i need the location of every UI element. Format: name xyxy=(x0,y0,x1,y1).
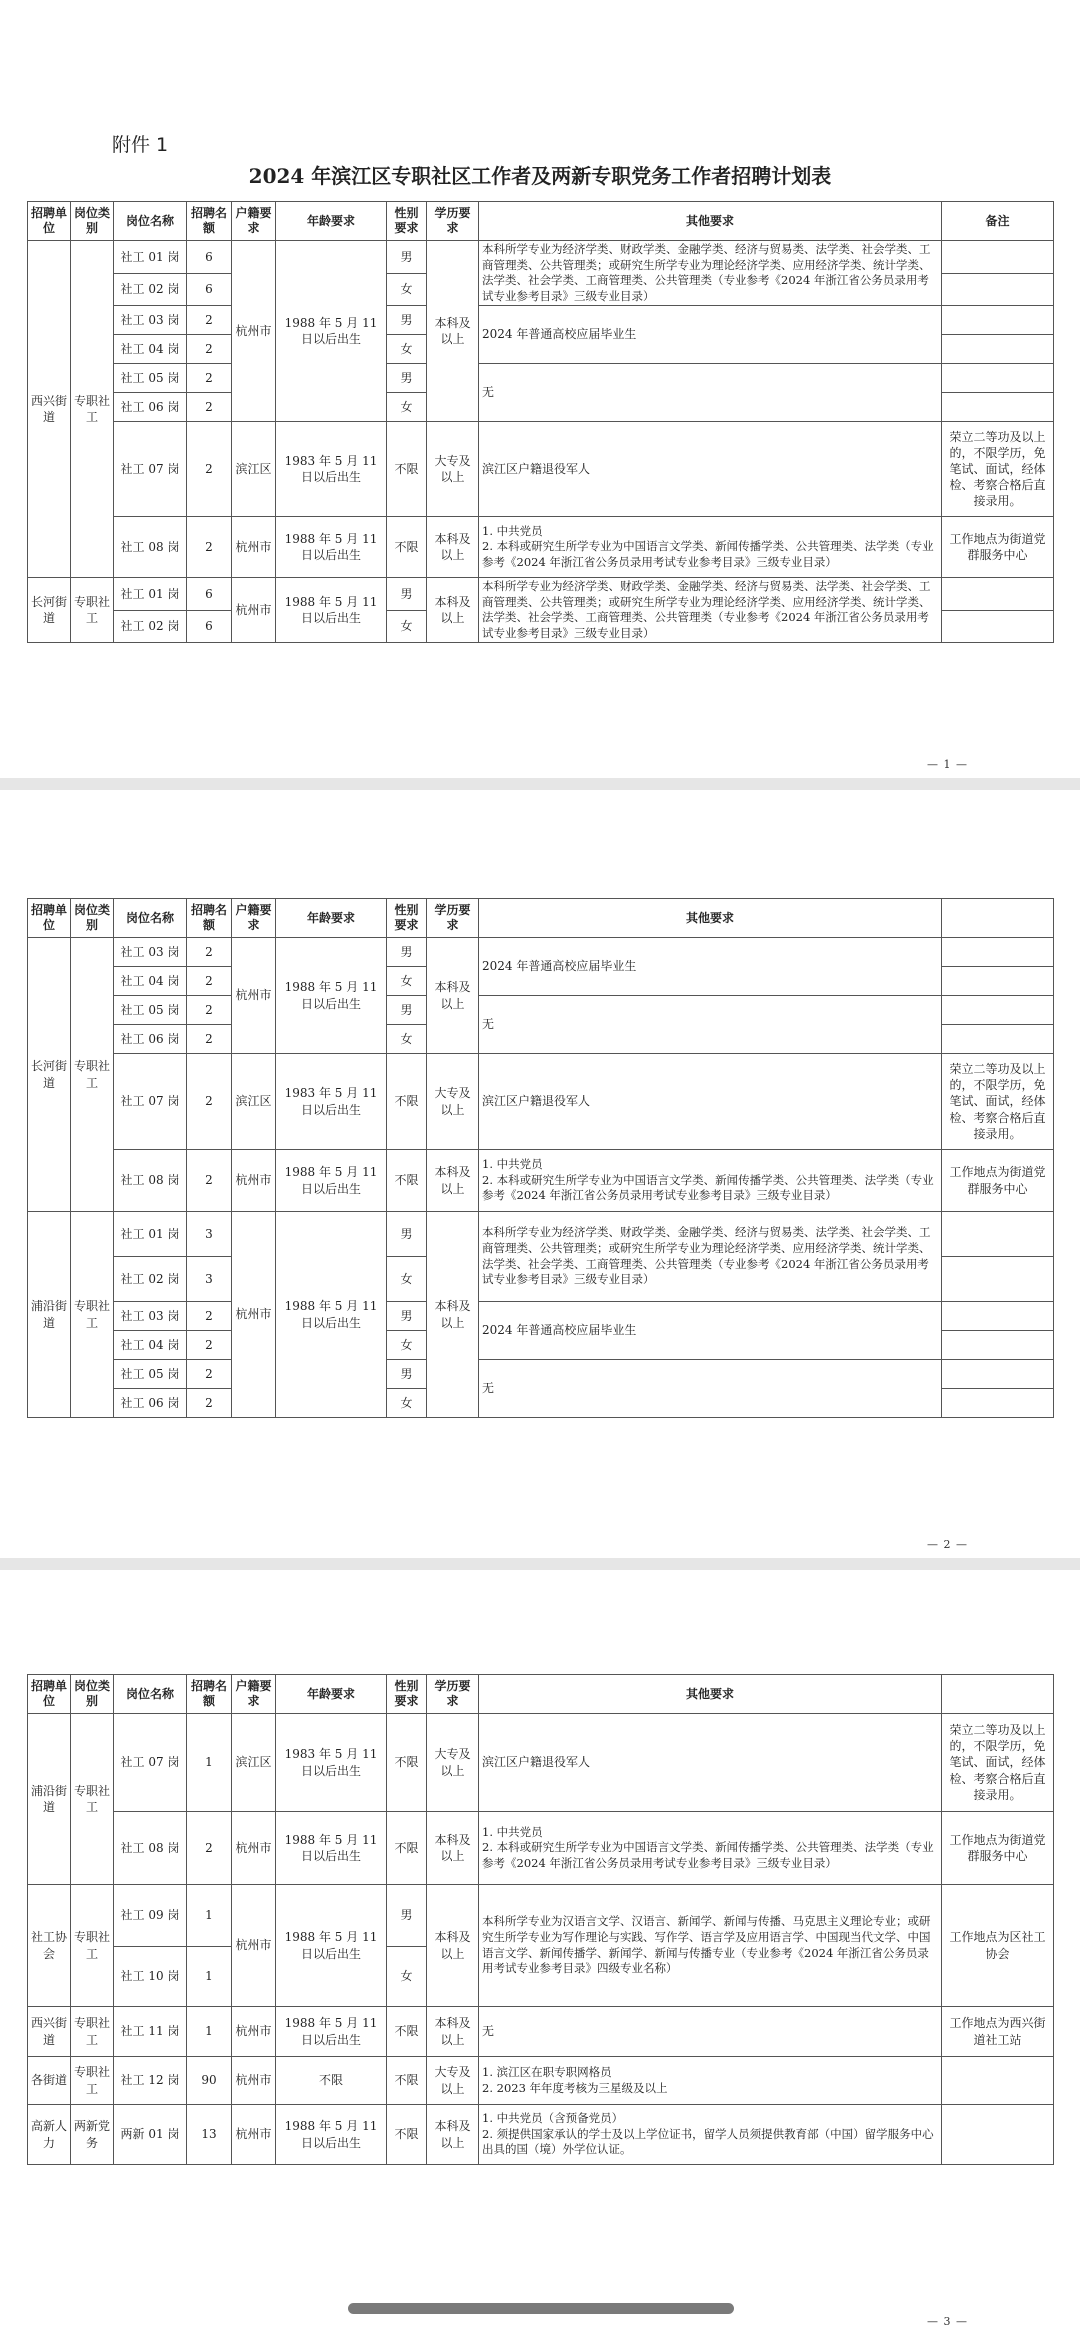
header-gender: 性别要求 xyxy=(387,1675,427,1714)
header-age: 年龄要求 xyxy=(276,899,387,938)
education-cell: 本科及以上 xyxy=(427,1150,479,1212)
requirement-cell: 本科所学专业为汉语言文学、汉语言、新闻学、新闻与传播、马克思主义理论专业；或研究生所学专业为写作理论与实践、写作学、语言学及应用语言学、中国现当代文学、中国语言文学、新闻传播学、新闻学、新闻与传播专业（专业参考《2024 年浙江省公务员录用考试专业参考目录》四级专业名称） xyxy=(479,1885,942,2007)
header-education: 学历要求 xyxy=(427,1675,479,1714)
post-cell: 社工 03 岗 xyxy=(114,306,187,335)
gender-cell: 女 xyxy=(387,1257,427,1302)
table-header-row xyxy=(28,1675,1054,1714)
requirement-cell: 无 xyxy=(479,996,942,1054)
requirement-cell: 2024 年普通高校应届毕业生 xyxy=(479,1302,942,1360)
document-title: 2024 年滨江区专职社区工作者及两新专职党务工作者招聘计划表 xyxy=(248,164,832,188)
hukou-cell: 杭州市 xyxy=(232,241,276,422)
table-row xyxy=(28,1812,1054,1885)
education-cell: 本科及以上 xyxy=(427,1885,479,2007)
hukou-cell: 杭州市 xyxy=(232,1885,276,2007)
header-quota: 招聘名额 xyxy=(187,899,232,938)
table-row xyxy=(28,2007,1054,2057)
education-cell: 本科及以上 xyxy=(427,2007,479,2057)
table-row xyxy=(28,578,1054,611)
age-cell: 1988 年 5 月 11 日以后出生 xyxy=(276,2007,387,2057)
page-number: — 2 — xyxy=(927,1538,968,1551)
recruitment-table-page-2 xyxy=(27,898,1054,1418)
requirement-cell: 无 xyxy=(479,1360,942,1418)
gender-cell: 不限 xyxy=(387,1054,427,1150)
quota-cell: 2 xyxy=(187,1389,232,1418)
hukou-cell: 滨江区 xyxy=(232,1714,276,1812)
table-row xyxy=(28,1360,1054,1389)
post-cell: 社工 09 岗 xyxy=(114,1885,187,1947)
gender-cell: 男 xyxy=(387,938,427,967)
gender-cell: 女 xyxy=(387,610,427,643)
quota-cell: 6 xyxy=(187,610,232,643)
hukou-cell: 杭州市 xyxy=(232,517,276,578)
gender-cell: 不限 xyxy=(387,2057,427,2105)
header-unit: 招聘单位 xyxy=(28,899,71,938)
note-cell xyxy=(942,1331,1054,1360)
post-cell: 社工 05 岗 xyxy=(114,364,187,393)
requirement-cell: 无 xyxy=(479,364,942,422)
unit-cell: 高新人力 xyxy=(28,2105,71,2165)
table-row xyxy=(28,306,1054,335)
age-cell: 1988 年 5 月 11 日以后出生 xyxy=(276,1885,387,2007)
age-cell: 1988 年 5 月 11 日以后出生 xyxy=(276,578,387,643)
category-cell: 专职社工 xyxy=(71,578,114,643)
note-cell xyxy=(942,1257,1054,1302)
post-cell: 社工 06 岗 xyxy=(114,1025,187,1054)
gender-cell: 男 xyxy=(387,1302,427,1331)
table-header-row xyxy=(28,202,1054,241)
gender-cell: 男 xyxy=(387,578,427,611)
age-cell: 1988 年 5 月 11 日以后出生 xyxy=(276,241,387,422)
quota-cell: 1 xyxy=(187,1714,232,1812)
table-row xyxy=(28,364,1054,393)
note-cell xyxy=(942,1389,1054,1418)
post-cell: 社工 08 岗 xyxy=(114,517,187,578)
quota-cell: 2 xyxy=(187,306,232,335)
hukou-cell: 杭州市 xyxy=(232,1812,276,1885)
gender-cell: 男 xyxy=(387,241,427,274)
header-other: 其他要求 xyxy=(479,202,942,241)
gender-cell: 不限 xyxy=(387,422,427,517)
age-cell: 1988 年 5 月 11 日以后出生 xyxy=(276,2105,387,2165)
quota-cell: 6 xyxy=(187,241,232,274)
category-cell: 专职社工 xyxy=(71,1714,114,1885)
note-cell xyxy=(942,393,1054,422)
unit-cell: 长河街道 xyxy=(28,938,71,1212)
post-cell: 社工 10 岗 xyxy=(114,1947,187,2007)
post-cell: 社工 11 岗 xyxy=(114,2007,187,2057)
note-cell xyxy=(942,967,1054,996)
header-other: 其他要求 xyxy=(479,1675,942,1714)
category-cell: 专职社工 xyxy=(71,938,114,1212)
requirement-cell: 1. 中共党员 2. 本科或研究生所学专业为中国语言文学类、新闻传播学类、公共管理类、法学类（专业参考《2024 年浙江省公务员录用考试专业参考目录》三级专业目录） xyxy=(479,517,942,578)
post-cell: 社工 12 岗 xyxy=(114,2057,187,2105)
age-cell: 不限 xyxy=(276,2057,387,2105)
gender-cell: 男 xyxy=(387,1360,427,1389)
post-cell: 社工 07 岗 xyxy=(114,1054,187,1150)
note-cell xyxy=(942,306,1054,335)
note-cell: 荣立二等功及以上的，不限学历，免笔试、面试，经体检、考察合格后直接录用。 xyxy=(942,422,1054,517)
quota-cell: 2 xyxy=(187,1150,232,1212)
header-other: 其他要求 xyxy=(479,899,942,938)
header-education: 学历要求 xyxy=(427,202,479,241)
note-cell xyxy=(942,364,1054,393)
category-cell: 专职社工 xyxy=(71,241,114,578)
category-cell: 两新党务 xyxy=(71,2105,114,2165)
hukou-cell: 滨江区 xyxy=(232,422,276,517)
post-cell: 社工 04 岗 xyxy=(114,335,187,364)
note-cell xyxy=(942,996,1054,1025)
header-hukou: 户籍要求 xyxy=(232,1675,276,1714)
quota-cell: 2 xyxy=(187,1812,232,1885)
gender-cell: 女 xyxy=(387,1947,427,2007)
post-cell: 社工 05 岗 xyxy=(114,1360,187,1389)
age-cell: 1988 年 5 月 11 日以后出生 xyxy=(276,938,387,1054)
requirement-cell: 2024 年普通高校应届毕业生 xyxy=(479,938,942,996)
table-row xyxy=(28,1054,1054,1150)
page-number: — 3 — xyxy=(927,2315,968,2328)
requirement-cell: 本科所学专业为经济学类、财政学类、金融学类、经济与贸易类、法学类、社会学类、工商管理类、公共管理类；或研究生所学专业为理论经济学类、应用经济学类、统计学类、法学类、社会学类、工商管理类、公共管理类（专业参考《2024 年浙江省公务员录用考试专业参考目录》三级专业目录） xyxy=(479,1212,942,1302)
header-age: 年龄要求 xyxy=(276,202,387,241)
education-cell: 本科及以上 xyxy=(427,517,479,578)
unit-cell: 西兴街道 xyxy=(28,2007,71,2057)
age-cell: 1988 年 5 月 11 日以后出生 xyxy=(276,1812,387,1885)
table-row xyxy=(28,241,1054,274)
requirement-cell: 1. 中共党员 2. 本科或研究生所学专业为中国语言文学类、新闻传播学类、公共管理类、法学类（专业参考《2024 年浙江省公务员录用考试专业参考目录》三级专业目录） xyxy=(479,1150,942,1212)
age-cell: 1988 年 5 月 11 日以后出生 xyxy=(276,1212,387,1418)
quota-cell: 90 xyxy=(187,2057,232,2105)
table-row xyxy=(28,422,1054,517)
post-cell: 社工 03 岗 xyxy=(114,938,187,967)
recruitment-table-page-1 xyxy=(27,201,1054,643)
gender-cell: 男 xyxy=(387,1212,427,1257)
table-row xyxy=(28,1714,1054,1812)
gender-cell: 女 xyxy=(387,1331,427,1360)
quota-cell: 2 xyxy=(187,996,232,1025)
hukou-cell: 杭州市 xyxy=(232,1212,276,1418)
header-hukou: 户籍要求 xyxy=(232,202,276,241)
header-category: 岗位类别 xyxy=(71,1675,114,1714)
quota-cell: 1 xyxy=(187,2007,232,2057)
note-cell xyxy=(942,1360,1054,1389)
quota-cell: 2 xyxy=(187,517,232,578)
table-row xyxy=(28,996,1054,1025)
note-cell xyxy=(942,2057,1054,2105)
hukou-cell: 杭州市 xyxy=(232,578,276,643)
gender-cell: 男 xyxy=(387,306,427,335)
table-row xyxy=(28,1302,1054,1331)
post-cell: 社工 05 岗 xyxy=(114,996,187,1025)
note-cell xyxy=(942,241,1054,274)
post-cell: 社工 02 岗 xyxy=(114,610,187,643)
post-cell: 社工 01 岗 xyxy=(114,241,187,274)
quota-cell: 2 xyxy=(187,1054,232,1150)
note-cell: 工作地点为区社工协会 xyxy=(942,1885,1054,2007)
post-cell: 社工 08 岗 xyxy=(114,1150,187,1212)
header-gender: 性别要求 xyxy=(387,202,427,241)
education-cell: 大专及以上 xyxy=(427,422,479,517)
post-cell: 社工 02 岗 xyxy=(114,274,187,306)
hukou-cell: 杭州市 xyxy=(232,2007,276,2057)
note-cell xyxy=(942,274,1054,306)
education-cell: 本科及以上 xyxy=(427,1812,479,1885)
quota-cell: 2 xyxy=(187,364,232,393)
table-row xyxy=(28,1150,1054,1212)
gender-cell: 女 xyxy=(387,967,427,996)
unit-cell: 西兴街道 xyxy=(28,241,71,578)
hukou-cell: 杭州市 xyxy=(232,938,276,1054)
post-cell: 社工 03 岗 xyxy=(114,1302,187,1331)
quota-cell: 2 xyxy=(187,1302,232,1331)
post-cell: 社工 08 岗 xyxy=(114,1812,187,1885)
category-cell: 专职社工 xyxy=(71,2057,114,2105)
header-note: 备注 xyxy=(942,202,1054,241)
table-row xyxy=(28,1885,1054,1947)
hukou-cell: 滨江区 xyxy=(232,1054,276,1150)
age-cell: 1983 年 5 月 11 日以后出生 xyxy=(276,1714,387,1812)
post-cell: 社工 01 岗 xyxy=(114,1212,187,1257)
table-header-row xyxy=(28,899,1054,938)
attachment-label: 附件 1 xyxy=(112,134,169,156)
quota-cell: 2 xyxy=(187,1360,232,1389)
table-row xyxy=(28,938,1054,967)
post-cell: 社工 07 岗 xyxy=(114,422,187,517)
education-cell: 大专及以上 xyxy=(427,2057,479,2105)
age-cell: 1983 年 5 月 11 日以后出生 xyxy=(276,422,387,517)
age-cell: 1988 年 5 月 11 日以后出生 xyxy=(276,1150,387,1212)
quota-cell: 2 xyxy=(187,422,232,517)
post-cell: 社工 07 岗 xyxy=(114,1714,187,1812)
post-cell: 社工 06 岗 xyxy=(114,393,187,422)
gender-cell: 女 xyxy=(387,1025,427,1054)
post-cell: 社工 02 岗 xyxy=(114,1257,187,1302)
note-cell xyxy=(942,938,1054,967)
quota-cell: 2 xyxy=(187,1025,232,1054)
note-cell: 工作地点为街道党群服务中心 xyxy=(942,1150,1054,1212)
gender-cell: 男 xyxy=(387,1885,427,1947)
note-cell: 荣立二等功及以上的，不限学历，免笔试、面试，经体检、考察合格后直接录用。 xyxy=(942,1714,1054,1812)
document-page-3 xyxy=(0,1570,1080,2341)
education-cell: 本科及以上 xyxy=(427,241,479,422)
gender-cell: 女 xyxy=(387,335,427,364)
gender-cell: 女 xyxy=(387,393,427,422)
quota-cell: 2 xyxy=(187,938,232,967)
note-cell: 工作地点为西兴街道社工站 xyxy=(942,2007,1054,2057)
post-cell: 两新 01 岗 xyxy=(114,2105,187,2165)
education-cell: 本科及以上 xyxy=(427,2105,479,2165)
gender-cell: 男 xyxy=(387,996,427,1025)
header-education: 学历要求 xyxy=(427,899,479,938)
gender-cell: 女 xyxy=(387,1389,427,1418)
unit-cell: 浦沿街道 xyxy=(28,1212,71,1418)
quota-cell: 3 xyxy=(187,1212,232,1257)
education-cell: 大专及以上 xyxy=(427,1714,479,1812)
horizontal-scrollbar[interactable] xyxy=(348,2303,734,2314)
note-cell xyxy=(942,1302,1054,1331)
quota-cell: 1 xyxy=(187,1947,232,2007)
header-category: 岗位类别 xyxy=(71,899,114,938)
header-unit: 招聘单位 xyxy=(28,202,71,241)
requirement-cell: 1. 中共党员（含预备党员） 2. 须提供国家承认的学士及以上学位证书，留学人员须提供教育部（中国）留学服务中心出具的国（境）外学位认证。 xyxy=(479,2105,942,2165)
education-cell: 本科及以上 xyxy=(427,578,479,643)
requirement-cell: 2024 年普通高校应届毕业生 xyxy=(479,306,942,364)
gender-cell: 不限 xyxy=(387,2007,427,2057)
requirement-cell: 无 xyxy=(479,2007,942,2057)
quota-cell: 6 xyxy=(187,274,232,306)
note-cell: 工作地点为街道党群服务中心 xyxy=(942,517,1054,578)
gender-cell: 不限 xyxy=(387,1150,427,1212)
header-post: 岗位名称 xyxy=(114,899,187,938)
post-cell: 社工 04 岗 xyxy=(114,967,187,996)
age-cell: 1988 年 5 月 11 日以后出生 xyxy=(276,517,387,578)
quota-cell: 2 xyxy=(187,393,232,422)
note-cell xyxy=(942,578,1054,611)
header-post: 岗位名称 xyxy=(114,1675,187,1714)
hukou-cell: 杭州市 xyxy=(232,2105,276,2165)
post-cell: 社工 06 岗 xyxy=(114,1389,187,1418)
category-cell: 专职社工 xyxy=(71,1885,114,2007)
header-quota: 招聘名额 xyxy=(187,202,232,241)
header-hukou: 户籍要求 xyxy=(232,899,276,938)
header-post: 岗位名称 xyxy=(114,202,187,241)
requirement-cell: 滨江区户籍退役军人 xyxy=(479,1054,942,1150)
note-cell xyxy=(942,335,1054,364)
quota-cell: 3 xyxy=(187,1257,232,1302)
header-quota: 招聘名额 xyxy=(187,1675,232,1714)
page-number: — 1 — xyxy=(927,758,968,771)
requirement-cell: 滨江区户籍退役军人 xyxy=(479,1714,942,1812)
unit-cell: 浦沿街道 xyxy=(28,1714,71,1885)
category-cell: 专职社工 xyxy=(71,2007,114,2057)
gender-cell: 女 xyxy=(387,274,427,306)
document-page-2 xyxy=(0,790,1080,1558)
note-cell: 荣立二等功及以上的，不限学历，免笔试、面试，经体检、考察合格后直接录用。 xyxy=(942,1054,1054,1150)
quota-cell: 2 xyxy=(187,1331,232,1360)
post-cell: 社工 01 岗 xyxy=(114,578,187,611)
requirement-cell: 本科所学专业为经济学类、财政学类、金融学类、经济与贸易类、法学类、社会学类、工商管理类、公共管理类；或研究生所学专业为理论经济学类、应用经济学类、统计学类、法学类、社会学类、工商管理类、公共管理类（专业参考《2024 年浙江省公务员录用考试专业参考目录》三级专业目录） xyxy=(479,241,942,306)
age-cell: 1983 年 5 月 11 日以后出生 xyxy=(276,1054,387,1150)
gender-cell: 不限 xyxy=(387,517,427,578)
quota-cell: 2 xyxy=(187,967,232,996)
header-gender: 性别要求 xyxy=(387,899,427,938)
category-cell: 专职社工 xyxy=(71,1212,114,1418)
requirement-cell: 1. 中共党员 2. 本科或研究生所学专业为中国语言文学类、新闻传播学类、公共管理类、法学类（专业参考《2024 年浙江省公务员录用考试专业参考目录》三级专业目录） xyxy=(479,1812,942,1885)
hukou-cell: 杭州市 xyxy=(232,1150,276,1212)
unit-cell: 长河街道 xyxy=(28,578,71,643)
note-cell xyxy=(942,610,1054,643)
header-note xyxy=(942,899,1054,938)
note-cell xyxy=(942,1025,1054,1054)
table-row xyxy=(28,517,1054,578)
unit-cell: 社工协会 xyxy=(28,1885,71,2007)
header-category: 岗位类别 xyxy=(71,202,114,241)
education-cell: 本科及以上 xyxy=(427,938,479,1054)
education-cell: 大专及以上 xyxy=(427,1054,479,1150)
requirement-cell: 1. 滨江区在职专职网格员 2. 2023 年年度考核为三星级及以上 xyxy=(479,2057,942,2105)
quota-cell: 1 xyxy=(187,1885,232,1947)
gender-cell: 男 xyxy=(387,364,427,393)
note-cell xyxy=(942,1212,1054,1257)
quota-cell: 13 xyxy=(187,2105,232,2165)
requirement-cell: 滨江区户籍退役军人 xyxy=(479,422,942,517)
gender-cell: 不限 xyxy=(387,2105,427,2165)
gender-cell: 不限 xyxy=(387,1812,427,1885)
table-row xyxy=(28,2105,1054,2165)
table-row xyxy=(28,2057,1054,2105)
requirement-cell: 本科所学专业为经济学类、财政学类、金融学类、经济与贸易类、法学类、社会学类、工商管理类、公共管理类；或研究生所学专业为理论经济学类、应用经济学类、统计学类、法学类、社会学类、工商管理类、公共管理类（专业参考《2024 年浙江省公务员录用考试专业参考目录》三级专业目录） xyxy=(479,578,942,643)
table-row xyxy=(28,1212,1054,1257)
unit-cell: 各街道 xyxy=(28,2057,71,2105)
quota-cell: 6 xyxy=(187,578,232,611)
post-cell: 社工 04 岗 xyxy=(114,1331,187,1360)
header-age: 年龄要求 xyxy=(276,1675,387,1714)
document-page-1 xyxy=(0,0,1080,778)
note-cell: 工作地点为街道党群服务中心 xyxy=(942,1812,1054,1885)
education-cell: 本科及以上 xyxy=(427,1212,479,1418)
recruitment-table-page-3 xyxy=(27,1674,1054,2165)
hukou-cell: 杭州市 xyxy=(232,2057,276,2105)
quota-cell: 2 xyxy=(187,335,232,364)
note-cell xyxy=(942,2105,1054,2165)
gender-cell: 不限 xyxy=(387,1714,427,1812)
header-unit: 招聘单位 xyxy=(28,1675,71,1714)
header-note xyxy=(942,1675,1054,1714)
